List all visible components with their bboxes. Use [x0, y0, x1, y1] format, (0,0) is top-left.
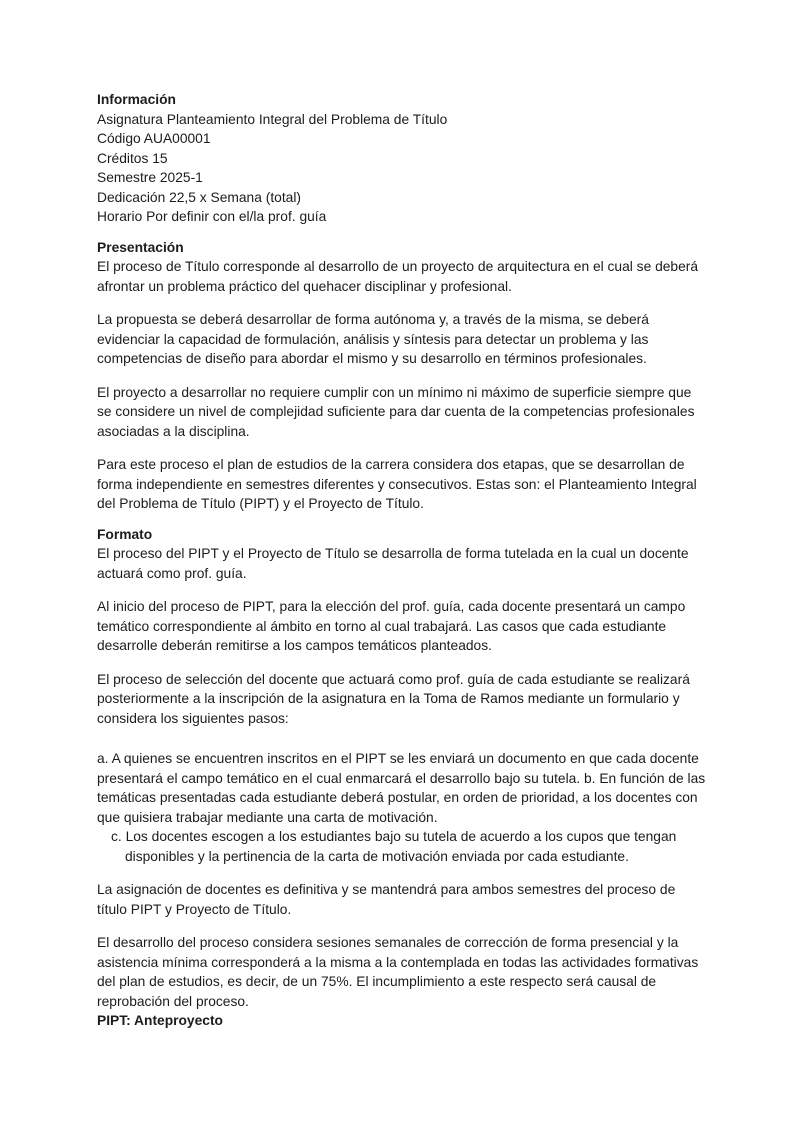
- paragraph: El proyecto a desarrollar no requiere cumplir con un mínimo ni máximo de superficie siempre que se considere un nivel de complejidad suficiente para dar cuenta de la competencias profesionales asociadas a la disciplina.: [97, 384, 695, 439]
- paragraph: Para este proceso el plan de estudios de la carrera considera dos etapas, que se desarrollan de forma independiente en semestres diferentes y consecutivos. Estas son: el Planteamiento Integral del Problema de Título (PIPT) y el Proyecto de Título.: [97, 457, 697, 511]
- section-heading-informacion: Información: [97, 92, 176, 107]
- list-item-c: c. Los docentes escogen a los estudiantes bajo su tutela de acuerdo a los cupos que tengan disponibles y la pertinencia de la carta de motivación enviada por cada estudiante.: [111, 829, 677, 864]
- paragraph: El proceso de selección del docente que actuará como prof. guía de cada estudiante se realizará posteriormente a la inscripción de la asignatura en la Toma de Ramos mediante un formulario y considera los siguientes pasos:: [97, 671, 690, 726]
- section-formato: [97, 525, 706, 1012]
- info-line-codigo: Código AUA00001: [97, 131, 211, 146]
- paragraph: El proceso de Título corresponde al desarrollo de un proyecto de arquitectura en el cual se deberá afrontar un problema práctico del quehacer disciplinar y profesional.: [97, 259, 699, 294]
- info-line-asignatura: Asignatura Planteamiento Integral del Problema de Título: [97, 111, 448, 127]
- paragraph: El desarrollo del proceso considera sesiones semanales de corrección de forma presencial y la asistencia mínima corresponderá a la misma a la contemplada en todas las actividades formativas del plan de estudios, es decir, de un 75%. El incumplimiento a este respecto será causal de reprobación del proceso.: [97, 935, 699, 1009]
- paragraph: El proceso del PIPT y el Proyecto de Título se desarrolla de forma tutelada en la cual un docente actuará como prof. guía.: [97, 546, 689, 581]
- paragraph: La propuesta se deberá desarrollar de forma autónoma y, a través de la misma, se deberá evidenciar la capacidad de formulación, análisis y síntesis para detectar un problema y las competencias de diseño para abordar el mismo y su desarrollo en términos profesionales.: [97, 312, 649, 366]
- info-line-creditos: Créditos 15: [97, 150, 168, 166]
- info-line-semestre: Semestre 2025-1: [97, 170, 203, 185]
- section-informacion: [97, 90, 706, 227]
- section-presentacion: [97, 238, 706, 514]
- paragraph: Al inicio del proceso de PIPT, para la elección del prof. guía, cada docente presentará un campo temático correspondiente al ámbito en torno al cual trabajará. Las casos que cada estudiante desarrolle deberán remitirse a los campos temáticos planteados.: [97, 599, 686, 653]
- heading-pipt-anteproyecto: PIPT: Anteproyecto: [97, 1013, 223, 1028]
- info-line-dedicacion: Dedicación 22,5 x Semana (total): [97, 189, 301, 205]
- list-item-ab: a. A quienes se encuentren inscritos en el PIPT se les enviará un documento en que cada docente presentará el campo temático en el cual enmarcará el desarrollo bajo su tutela. b. En función de las temáticas presentadas cada estudiante deberá postular, en orden de prioridad, a los docentes con que quisiera trabajar mediante una carta de motivación.: [97, 751, 706, 825]
- paragraph: La asignación de docentes es definitiva y se mantendrá para ambos semestres del proceso de título PIPT y Proyecto de Título.: [97, 882, 676, 917]
- info-line-horario: Horario Por definir con el/la prof. guía: [97, 209, 327, 224]
- section-heading-formato: Formato: [97, 526, 153, 542]
- section-heading-presentacion: Presentación: [97, 239, 184, 255]
